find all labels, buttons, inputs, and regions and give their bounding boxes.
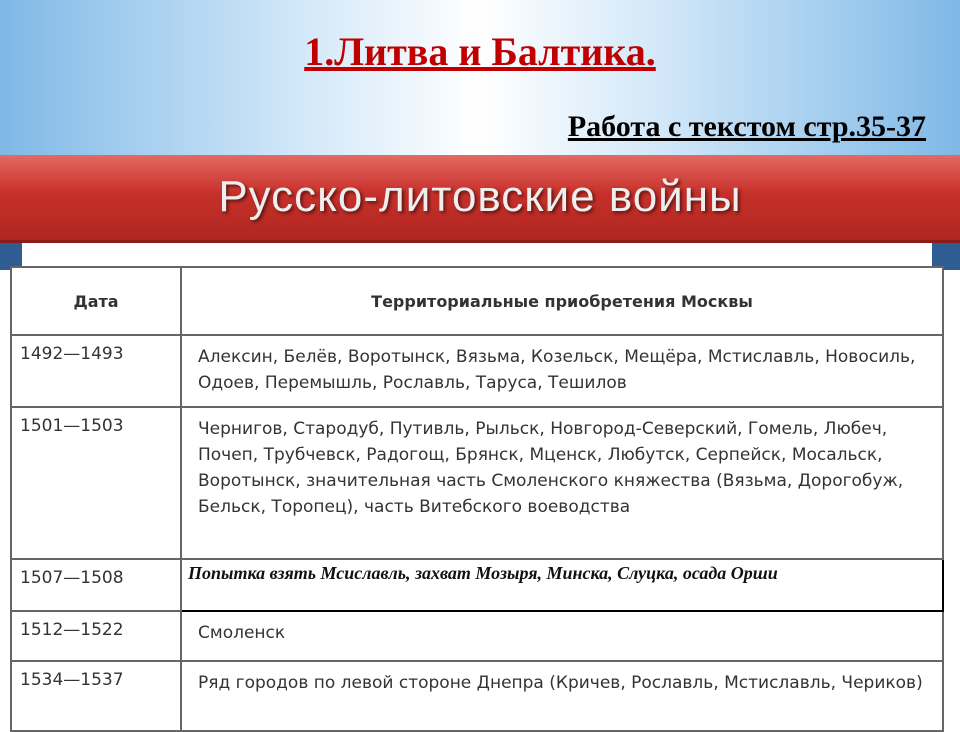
row-text: Смоленск [181, 611, 943, 661]
column-header-date: Дата [11, 267, 181, 335]
table-row [11, 407, 943, 559]
row-date: 1512—1522 [11, 611, 181, 661]
row-text: Ряд городов по левой стороне Днепра (Кричев, Рославль, Мстиславль, Чериков) [181, 661, 943, 731]
row-date: 1492—1493 [11, 335, 181, 407]
row-date: 1501—1503 [11, 407, 181, 559]
table-row [11, 661, 943, 731]
column-header-acquisitions: Территориальные приобретения Москвы [181, 267, 943, 335]
table-row [11, 335, 943, 407]
slide-subtitle: Работа с текстом стр.35-37 [567, 110, 926, 143]
row-date: 1507—1508 [11, 559, 181, 611]
table-row [11, 611, 943, 661]
banner-title: Русско-литовские войны [218, 172, 742, 221]
row-text: Чернигов, Стародуб, Путивль, Рыльск, Новгород-Северский, Гомель, Любеч, Почеп, Трубчевск, Радогощ, Брянск, Мценск, Любутск, Серпейск, Мосальск, Воротынск, значительная часть Смоленского княжества (Вязьма, Дорогобуж, Бельск, Торопец), часть Витебского воеводства [181, 407, 943, 559]
table-header-row [11, 267, 943, 335]
slide-title: 1.Литва и Балтика. [304, 29, 656, 74]
table-row [11, 559, 943, 611]
row-text-handwritten: Попытка взять Мсиславль, захват Мозыря, Минска, Слуцка, осада Орши [181, 559, 943, 611]
acquisitions-table [10, 266, 944, 732]
row-date: 1534—1537 [11, 661, 181, 731]
row-text: Алексин, Белёв, Воротынск, Вязьма, Козельск, Мещёра, Мстиславль, Новосиль, Одоев, Перемышль, Рославль, Таруса, Тешилов [181, 335, 943, 407]
